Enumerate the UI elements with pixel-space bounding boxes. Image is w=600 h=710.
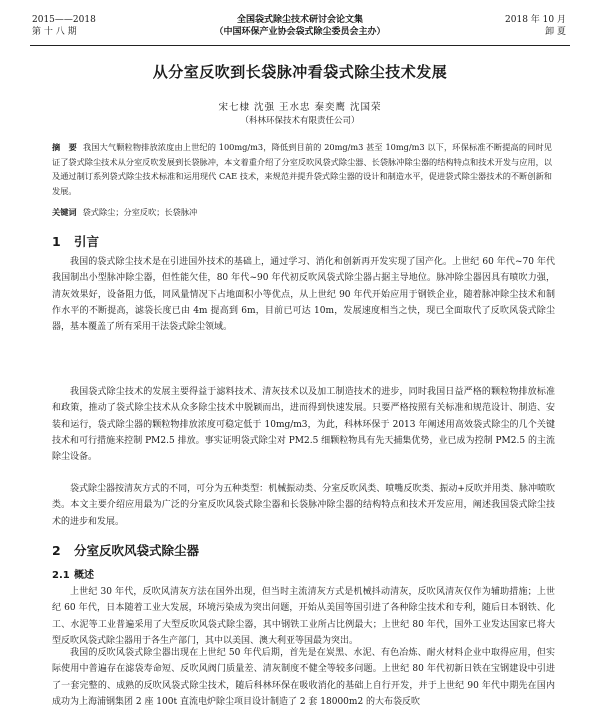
header-right (505, 14, 566, 38)
section-1-paragraph-3: 袋式除尘器按清灰方式的不同，可分为五种类型：机械振动类、分室反吹风类、喷嘴反吹类、振动+反吹并用类、脉冲喷吹类。本文主要介绍应用最为广泛的分室反吹风袋式除尘器和长袋脉冲除尘器的结构特点和技术开发应用，阐述我国袋式除尘技术的进步和发展。 (52, 484, 555, 527)
paper-title: 从分室反吹到长袋脉冲看袋式除尘技术发展 (152, 63, 448, 81)
header-organizer: （中国环保产业协会袋式除尘委员会主办） (214, 27, 386, 37)
header-location: 卸 夏 (545, 27, 566, 37)
section-1-title: 引言 (74, 234, 100, 249)
paper-authors: 宋七棣 沈强 王水忠 秦奕鹰 沈国荣 (218, 102, 382, 113)
section-2-number: 2 (52, 543, 61, 558)
header-rule (30, 45, 570, 46)
keywords-label: 关键词 (52, 207, 77, 217)
section-2-title: 分室反吹风袋式除尘器 (74, 543, 200, 558)
section-2-1-paragraph-2: 我国的反吹风袋式除尘器出现在上世纪 50 年代后期，首先是在炭黑、水泥、有色冶炼、耐火材料企业中取得应用，但实际使用中普遍存在滤袋寿命短、反吹风阀门质量差、清灰制度不健全等较多问题。上世纪 80 年代初新日铁在宝钢建设中引进了一套完整的、成熟的反吹风袋式除尘技术，随后科林环保在吸收消化的基础上自行开发，并于上世纪 90 年代中期先在国内成功为上海浦钢集团 2 座 100t 直流电炉除尘项目设计制造了 2 套 18000m2 的大布袋反吹 (52, 648, 555, 707)
abstract-label: 摘 要 (52, 142, 77, 152)
header-proceedings-title: 全国袋式除尘技术研讨会论文集 (236, 15, 363, 25)
subsection-2-1-heading (52, 566, 94, 581)
subsection-2-1-number: 2.1 (52, 570, 70, 581)
section-1-heading (52, 232, 99, 250)
header-left (32, 14, 96, 38)
paper-affiliation: （科林环保技术有限责任公司） (240, 116, 360, 126)
abstract-text: 我国大气颗粒物排放浓度由上世纪的 100mg/m3，降低到目前的 20mg/m3 甚至 10mg/m3 以下，环保标准不断提高的同时见证了袋式除尘技术从分室反吹发展到长袋脉冲，本文着重介绍了分室反吹风袋式除尘器、长袋脉冲除尘器的结构特点和技术开发与应用，以及通过制订系列袋式除尘技术标准和运用现代 CAE 技术，来规范并提升袋式除尘器的设计和制造水平，促进袋式除尘器技术的不断创新和发展。 (52, 142, 552, 196)
subsection-2-1-title: 概述 (74, 570, 94, 581)
keywords-text: 袋式除尘；分室反吹；长袋脉冲 (82, 207, 198, 217)
header-center (150, 14, 450, 38)
section-2-1-paragraph-1: 上世纪 30 年代，反吹风清灰方法在国外出现，但当时主流清灰方式是机械抖动清灰，反吹风清灰仅作为辅助措施；上世纪 60 年代，日本随着工业大发展，环境污染成为突出问题，开始从美国等国引进了各种除尘技术和专利，随后日本钢铁、化工、水泥等工业普遍采用了大型反吹风袋式除尘器，其中钢铁工业所占比例最大；上世纪 80 年代，国外工业发达国家已将大型反吹风袋式除尘器用于各生产部门，其中以美国、澳大利亚等国最为突出。 (52, 587, 555, 646)
section-1-paragraph-2: 我国袋式除尘技术的发展主要得益于滤料技术、清灰技术以及加工制造技术的进步，同时我国日益严格的颗粒物排放标准和政策，推动了袋式除尘技术从众多除尘技术中脱颖而出，进而得到快速发展。只要严格按照有关标准和规范设计、制造、安装和运行，袋式除尘器的颗粒物排放浓度可稳定低于 10mg/m3，为此，科林环保于 2013 年阐述用高效袋式除尘的几个关键技术和可行措施来控制 PM2.5 排放。事实证明袋式除尘对 PM2.5 细颗粒物具有先天捕集优势，业已成为控制 PM2.5 的主流除尘设备。 (52, 387, 555, 463)
section-1-paragraph-1: 我国的袋式除尘技术是在引进国外技术的基础上，通过学习、消化和创新再开发实现了国产化。上世纪 60 年代~70 年代我国制出小型脉冲除尘器，但性能欠佳，80 年代~90 年代初反吹风袋式除尘器占据主导地位。脉冲除尘器因具有喷吹力强，清灰效果好，设备阻力低，同风量情况下占地面积小等优点，从上世纪 90 年代开始应用于钢铁企业，随着脉冲除尘技术和制作水平的不断提高，滤袋长度已由 4m 提高到 6m，目前已可达 10m，发展速度相当之快，现已全面取代了反吹风袋式除尘器，基本覆盖了所有采用干法袋式除尘领域。 (52, 257, 555, 333)
header-issue: 第 十 八 期 (32, 27, 77, 37)
header-date: 2018 年 10 月 (505, 15, 566, 25)
keywords (52, 206, 552, 218)
abstract (52, 140, 552, 198)
header-year-range: 2015——2018 (32, 15, 96, 25)
section-1-number: 1 (52, 234, 61, 249)
section-2-heading (52, 541, 199, 559)
